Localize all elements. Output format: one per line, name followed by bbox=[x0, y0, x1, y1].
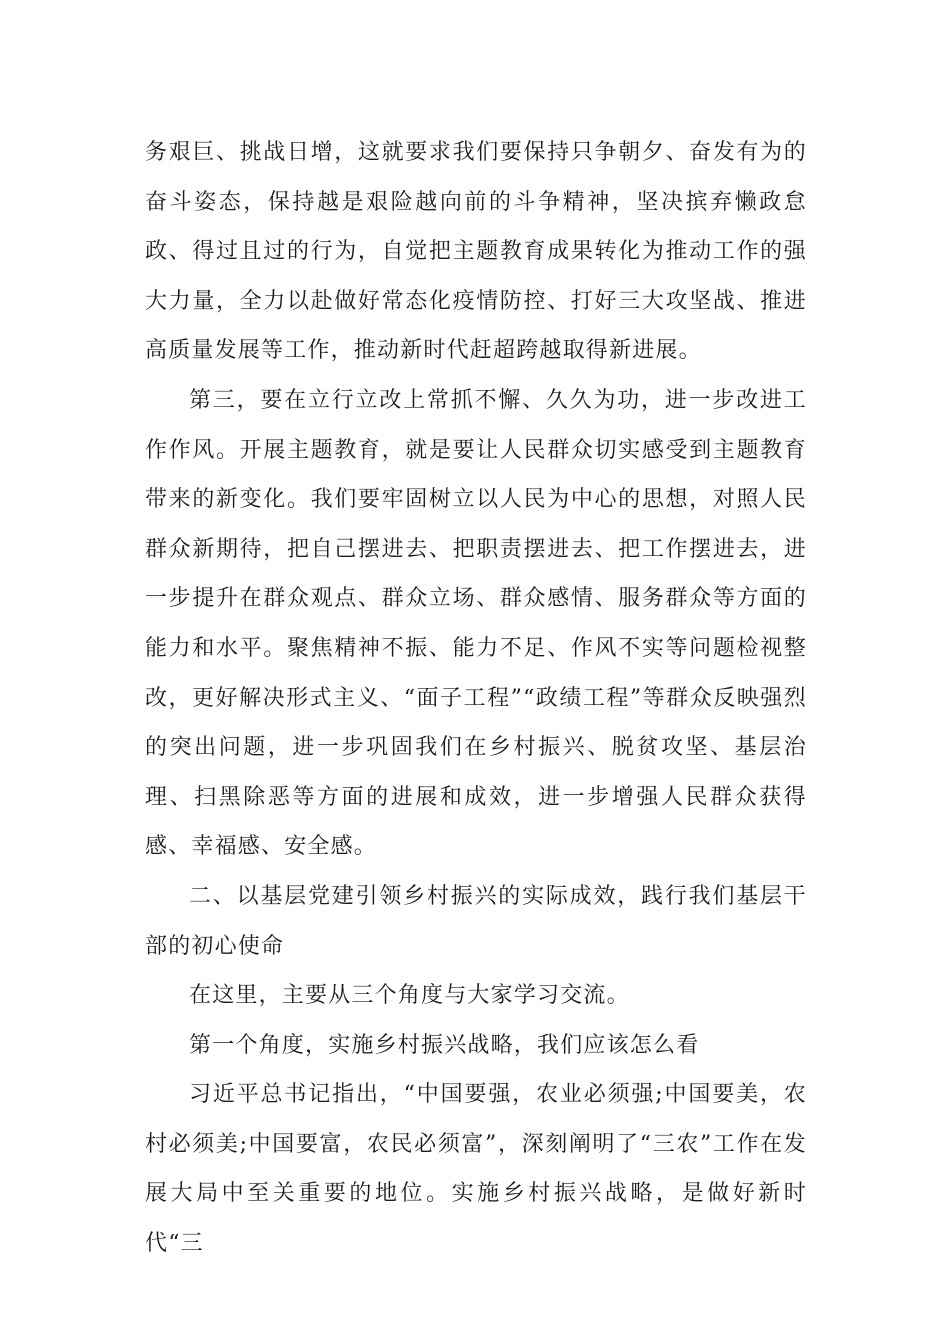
section-heading: 二、以基层党建引领乡村振兴的实际成效，践行我们基层干部的初心使命 bbox=[145, 883, 807, 959]
paragraph-1: 务艰巨、挑战日增，这就要求我们要保持只争朝夕、奋发有为的奋斗姿态，保持越是艰险越向前的斗争精神，坚决摈弃懒政怠政、得过且过的行为，自觉把主题教育成果转化为推动工作的强大力量，全力以赴做好常态化疫情防控、打好三大攻坚战、推进高质量发展等工作，推动新时代赶超跨越取得新进展。 bbox=[145, 140, 807, 364]
paragraph-3: 在这里，主要从三个角度与大家学习交流。 bbox=[189, 983, 630, 1009]
paragraph-4: 习近平总书记指出，“中国要强，农业必须强;中国要美，农村必须美;中国要富，农民必须富”，深刻阐明了“三农”工作在发展大局中至关重要的地位。实施乡村振兴战略，是做好新时代“三 bbox=[145, 1082, 807, 1257]
paragraph-2: 第三，要在立行立改上常抓不懈、久久为功，进一步改进工作作风。开展主题教育，就是要让人民群众切实感受到主题教育带来的新变化。我们要牢固树立以人民为中心的思想，对照人民群众新期待，把自己摆进去、把职责摆进去、把工作摆进去，进一步提升在群众观点、群众立场、群众感情、服务群众等方面的能力和水平。聚焦精神不振、能力不足、作风不实等问题检视整改，更好解决形式主义、“面子工程”“政绩工程”等群众反映强烈的突出问题，进一步巩固我们在乡村振兴、脱贫攻坚、基层治理、扫黑除恶等方面的进展和成效，进一步增强人民群众获得感、幸福感、安全感。 bbox=[145, 387, 807, 860]
document-body bbox=[145, 128, 807, 1269]
subsection-heading: 第一个角度，实施乡村振兴战略，我们应该怎么看 bbox=[189, 1032, 700, 1058]
